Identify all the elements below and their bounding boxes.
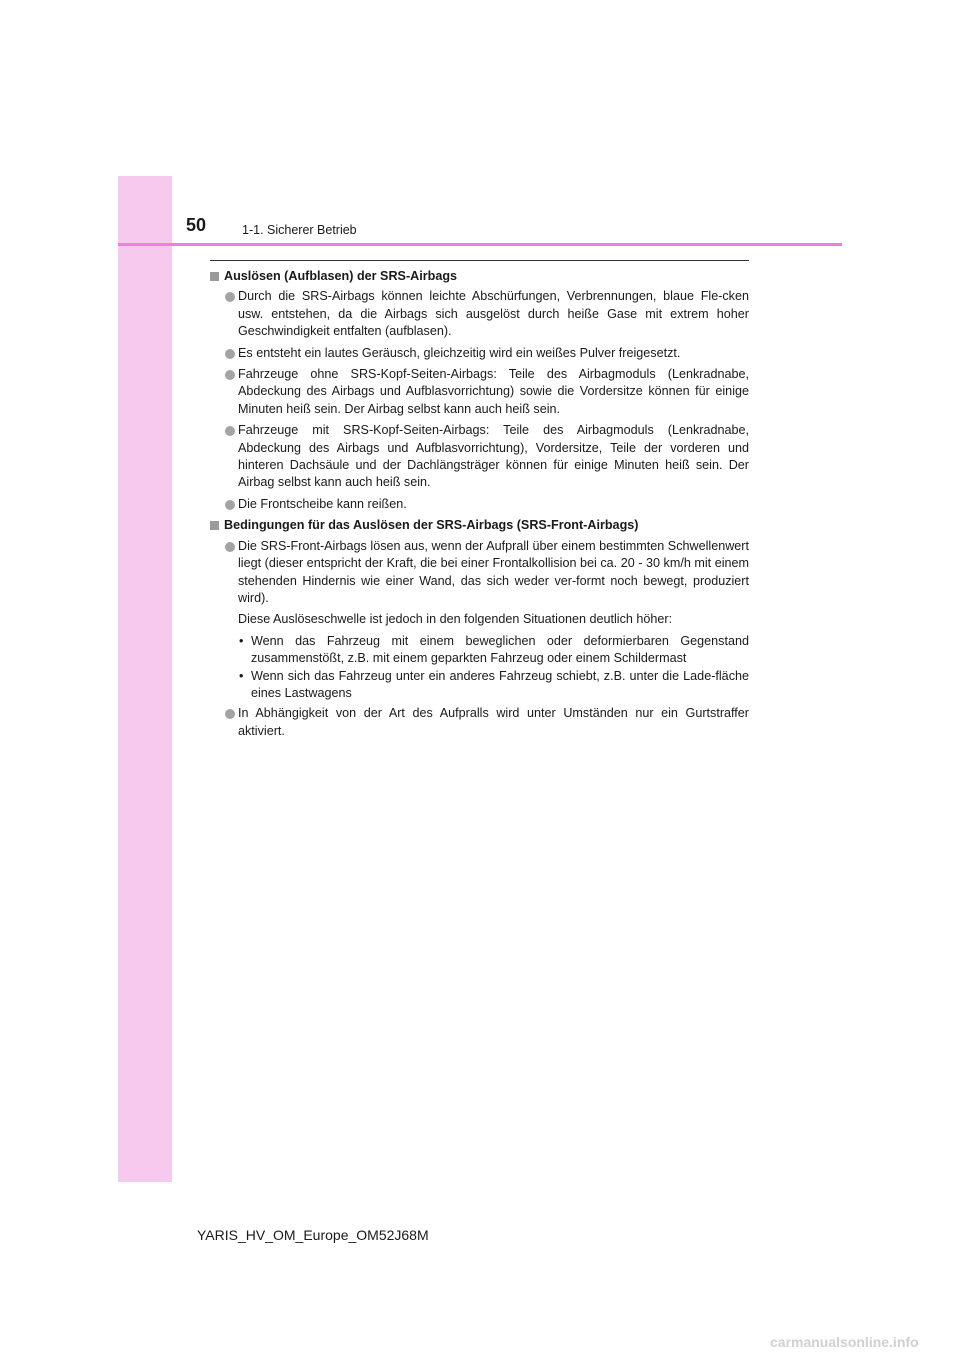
note-text: Diese Auslöseschwelle ist jedoch in den folgenden Situationen deutlich höher:	[238, 612, 673, 627]
sub-list-item	[210, 668, 749, 703]
dot-marker: •	[239, 668, 244, 683]
footer-doc-id: YARIS_HV_OM_Europe_OM52J68M	[197, 1227, 429, 1243]
section-heading	[210, 268, 749, 285]
list-item	[210, 496, 749, 513]
page-content	[210, 268, 749, 744]
list-item-text: Die SRS-Front-Airbags lösen aus, wenn der Aufprall über einem bestimmten Schwellenwert liegt (dieser entspricht der Kraft, die bei einer Frontalkollision bei ca. 20 - 30 km/h mit einem stehenden Hindernis wie einer Wand, das sich weder ver-formt noch bewegt, produziert wird).	[238, 538, 749, 605]
list-item-text: Fahrzeuge mit SRS-Kopf-Seiten-Airbags: Teile des Airbagmoduls (Lenkradnabe, Abdeckung des Airbags und Aufblasvorrichtung), Vordersitze, Teile der vorderen und hinteren Dachsäule und der Dachlängsträger können für einige Minuten heiß sein. Der Airbag selbst kann auch heiß sein.	[238, 423, 749, 490]
sub-list-item-text: Wenn das Fahrzeug mit einem beweglichen oder deformierbaren Gegenstand zusammenstößt, z.B. mit einem geparkten Fahrzeug oder einem Schildermast	[251, 633, 749, 666]
list-item	[210, 345, 749, 362]
list-item	[210, 366, 749, 418]
list-item	[210, 288, 749, 340]
list-item	[210, 705, 749, 740]
circle-bullet-icon	[225, 500, 235, 510]
list-item-text: Es entsteht ein lautes Geräusch, gleichzeitig wird ein weißes Pulver freigesetzt.	[238, 345, 681, 360]
section-heading-text: Bedingungen für das Auslösen der SRS-Airbags (SRS-Front-Airbags)	[224, 518, 639, 533]
section-heading-text: Auslösen (Aufblasen) der SRS-Airbags	[224, 269, 458, 283]
circle-bullet-icon	[225, 370, 235, 380]
sub-list-item-text: Wenn sich das Fahrzeug unter ein anderes Fahrzeug schiebt, z.B. unter die Lade-fläche eines Lastwagens	[251, 668, 749, 700]
side-band	[118, 176, 172, 1182]
page-number: 50	[186, 215, 207, 235]
square-bullet-icon	[210, 272, 219, 281]
list-item	[210, 422, 749, 492]
content-rule	[210, 260, 749, 261]
list-item	[210, 538, 749, 608]
circle-bullet-icon	[225, 542, 235, 552]
list-item-text: Die Frontscheibe kann reißen.	[238, 496, 407, 511]
square-bullet-icon	[210, 521, 219, 530]
dot-marker: •	[239, 633, 244, 648]
section-heading	[210, 517, 749, 534]
sub-list-item	[210, 633, 749, 668]
watermark: carmanualsonline.info	[770, 1334, 919, 1350]
header-rule	[118, 243, 842, 246]
list-item-text: In Abhängigkeit von der Art des Aufpralls wird unter Umständen nur ein Gurtstraffer aktiviert.	[238, 706, 749, 738]
list-item-text: Fahrzeuge ohne SRS-Kopf-Seiten-Airbags: Teile des Airbagmoduls (Lenkradnabe, Abdeckung des Airbags und Aufblasvorrichtung) sowie die Vordersitze können für einige Minuten heiß sein. Der Airbag selbst kann auch heiß sein.	[238, 367, 749, 416]
list-item-text: Durch die SRS-Airbags können leichte Abschürfungen, Verbrennungen, blaue Fle-cken usw. entstehen, da die Airbags sich ausgelöst durch heiße Gase mit extrem hoher Geschwindigkeit entfalten (aufblasen).	[238, 289, 749, 339]
circle-bullet-icon	[225, 426, 235, 436]
circle-bullet-icon	[225, 292, 235, 302]
section-title: 1-1. Sicherer Betrieb	[242, 223, 357, 237]
circle-bullet-icon	[225, 709, 235, 719]
circle-bullet-icon	[225, 349, 235, 359]
